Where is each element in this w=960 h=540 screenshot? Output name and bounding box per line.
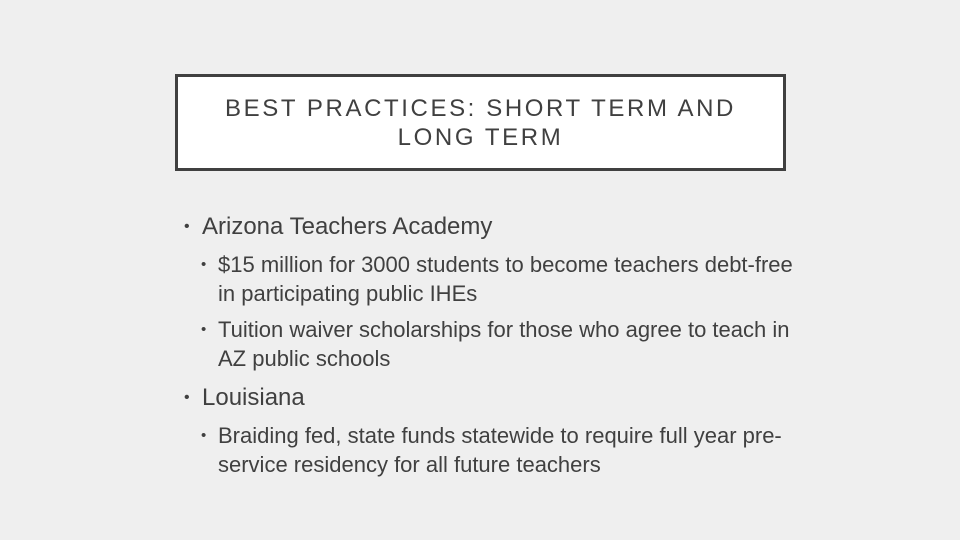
slide-title: BEST PRACTICES: SHORT TERM AND LONG TERM xyxy=(225,94,736,151)
bullet-icon: • xyxy=(201,321,207,338)
sub-bullet-list xyxy=(184,250,804,373)
slide-title-box xyxy=(175,74,786,171)
bullet-louisiana xyxy=(184,381,804,415)
sub-bullet-item xyxy=(184,315,804,373)
sub-bullet-text: Braiding fed, state funds statewide to require full year pre-service residency for all future teachers xyxy=(218,423,782,477)
sub-bullet-text: Tuition waiver scholarships for those who agree to teach in AZ public schools xyxy=(218,317,790,371)
sub-bullet-list xyxy=(184,421,804,479)
bullet-heading: Louisiana xyxy=(202,384,305,411)
slide-body xyxy=(184,210,804,487)
bullet-arizona-teachers-academy xyxy=(184,210,804,244)
bullet-icon: • xyxy=(201,427,207,444)
bullet-heading: Arizona Teachers Academy xyxy=(202,213,493,240)
sub-bullet-text: $15 million for 3000 students to become teachers debt-free in participating public IHEs xyxy=(218,252,793,306)
sub-bullet-item xyxy=(184,250,804,308)
bullet-icon: • xyxy=(184,389,190,406)
sub-bullet-item xyxy=(184,421,804,479)
bullet-icon: • xyxy=(184,218,190,235)
bullet-icon: • xyxy=(201,256,207,273)
